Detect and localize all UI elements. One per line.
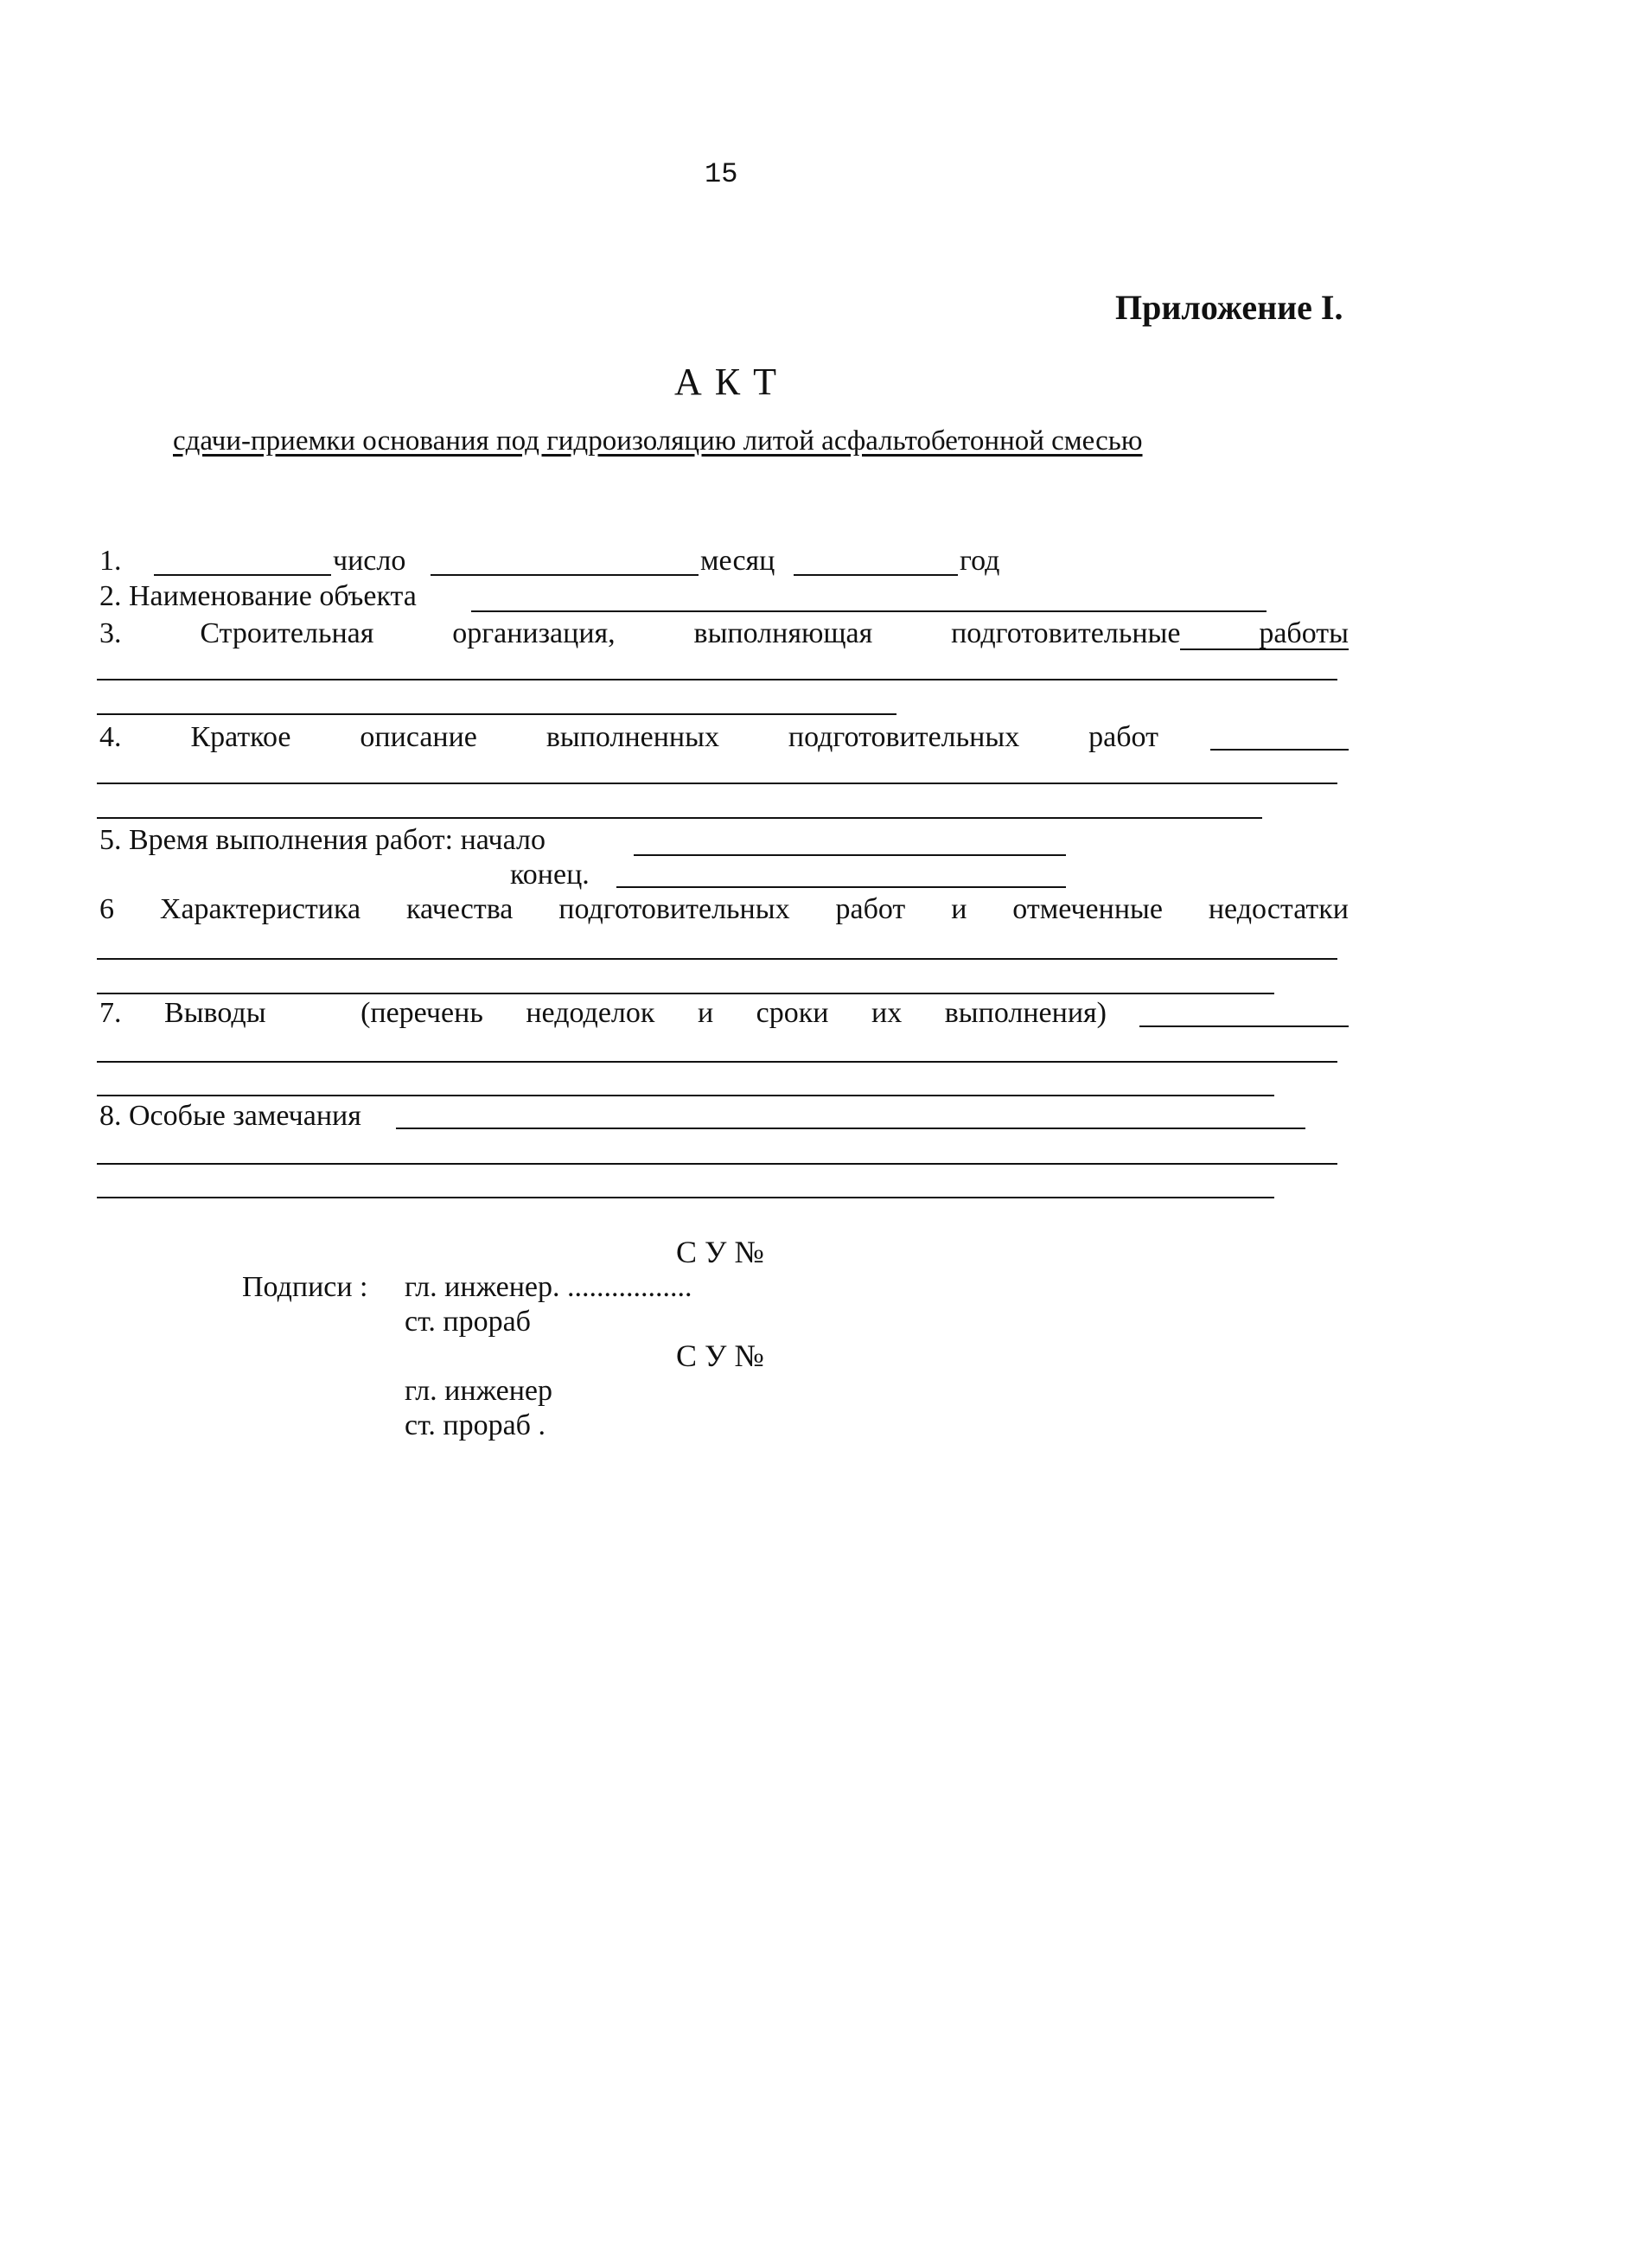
month-label: месяц: [700, 545, 775, 577]
conclusions-blank[interactable]: [1139, 1025, 1349, 1027]
object-name-blank[interactable]: [471, 610, 1267, 612]
page-number: 15: [705, 158, 738, 190]
item-5-end-label: конец.: [510, 859, 590, 891]
senior-foreman-1: ст. прораб: [405, 1306, 531, 1338]
year-label: год: [960, 545, 1000, 577]
day-blank[interactable]: [154, 574, 331, 576]
document-title: А К Т: [674, 361, 778, 403]
senior-foreman-2: ст. прораб .: [405, 1409, 546, 1441]
remarks-line-3[interactable]: [97, 1197, 1274, 1198]
year-blank[interactable]: [794, 574, 958, 576]
organization-line-3[interactable]: [97, 713, 896, 715]
quality-line-1[interactable]: [97, 958, 1337, 960]
description-line-2[interactable]: [97, 783, 1337, 784]
chief-engineer-2: гл. инженер: [405, 1375, 552, 1407]
remarks-blank[interactable]: [396, 1128, 1305, 1129]
description-line-3[interactable]: [97, 817, 1262, 819]
start-time-blank[interactable]: [634, 854, 1066, 856]
construction-unit-1: С У №: [676, 1235, 764, 1269]
quality-line-2[interactable]: [97, 993, 1274, 994]
description-blank[interactable]: [1210, 749, 1349, 751]
day-label: число: [333, 545, 406, 577]
end-time-blank[interactable]: [616, 886, 1066, 888]
month-blank[interactable]: [431, 574, 699, 576]
item-5-start-label: 5. Время выполнения работ: начало: [99, 824, 546, 856]
conclusions-line-2[interactable]: [97, 1061, 1337, 1063]
organization-line-2[interactable]: [97, 679, 1337, 680]
item-6-label: 6 Характеристика качества подготовительных работ и отмеченные недостатки: [99, 893, 1349, 925]
appendix-label: Приложение I.: [1115, 288, 1343, 327]
conclusions-line-3[interactable]: [97, 1095, 1274, 1096]
item-1-number: 1.: [99, 545, 122, 577]
item-3-label: 3. Строительная организация, выполняющая подготовительные работы: [99, 617, 1349, 649]
remarks-line-2[interactable]: [97, 1163, 1337, 1165]
item-2-label: 2. Наименование объекта: [99, 580, 417, 612]
item-4-label: 4. Краткое описание выполненных подготовительных работ: [99, 721, 1158, 753]
document-subtitle: сдачи-приемки основания под гидроизоляцию литой асфальтобетонной смесью: [173, 425, 1143, 457]
construction-unit-2: С У №: [676, 1338, 764, 1373]
organization-blank[interactable]: [1180, 648, 1349, 650]
item-8-label: 8. Особые замечания: [99, 1100, 361, 1132]
signatures-label: Подписи :: [242, 1271, 368, 1303]
item-7-label: 7. Выводы (перечень недоделок и сроки их выполнения): [99, 997, 1107, 1029]
chief-engineer-1: гл. инженер. .................: [405, 1271, 692, 1303]
